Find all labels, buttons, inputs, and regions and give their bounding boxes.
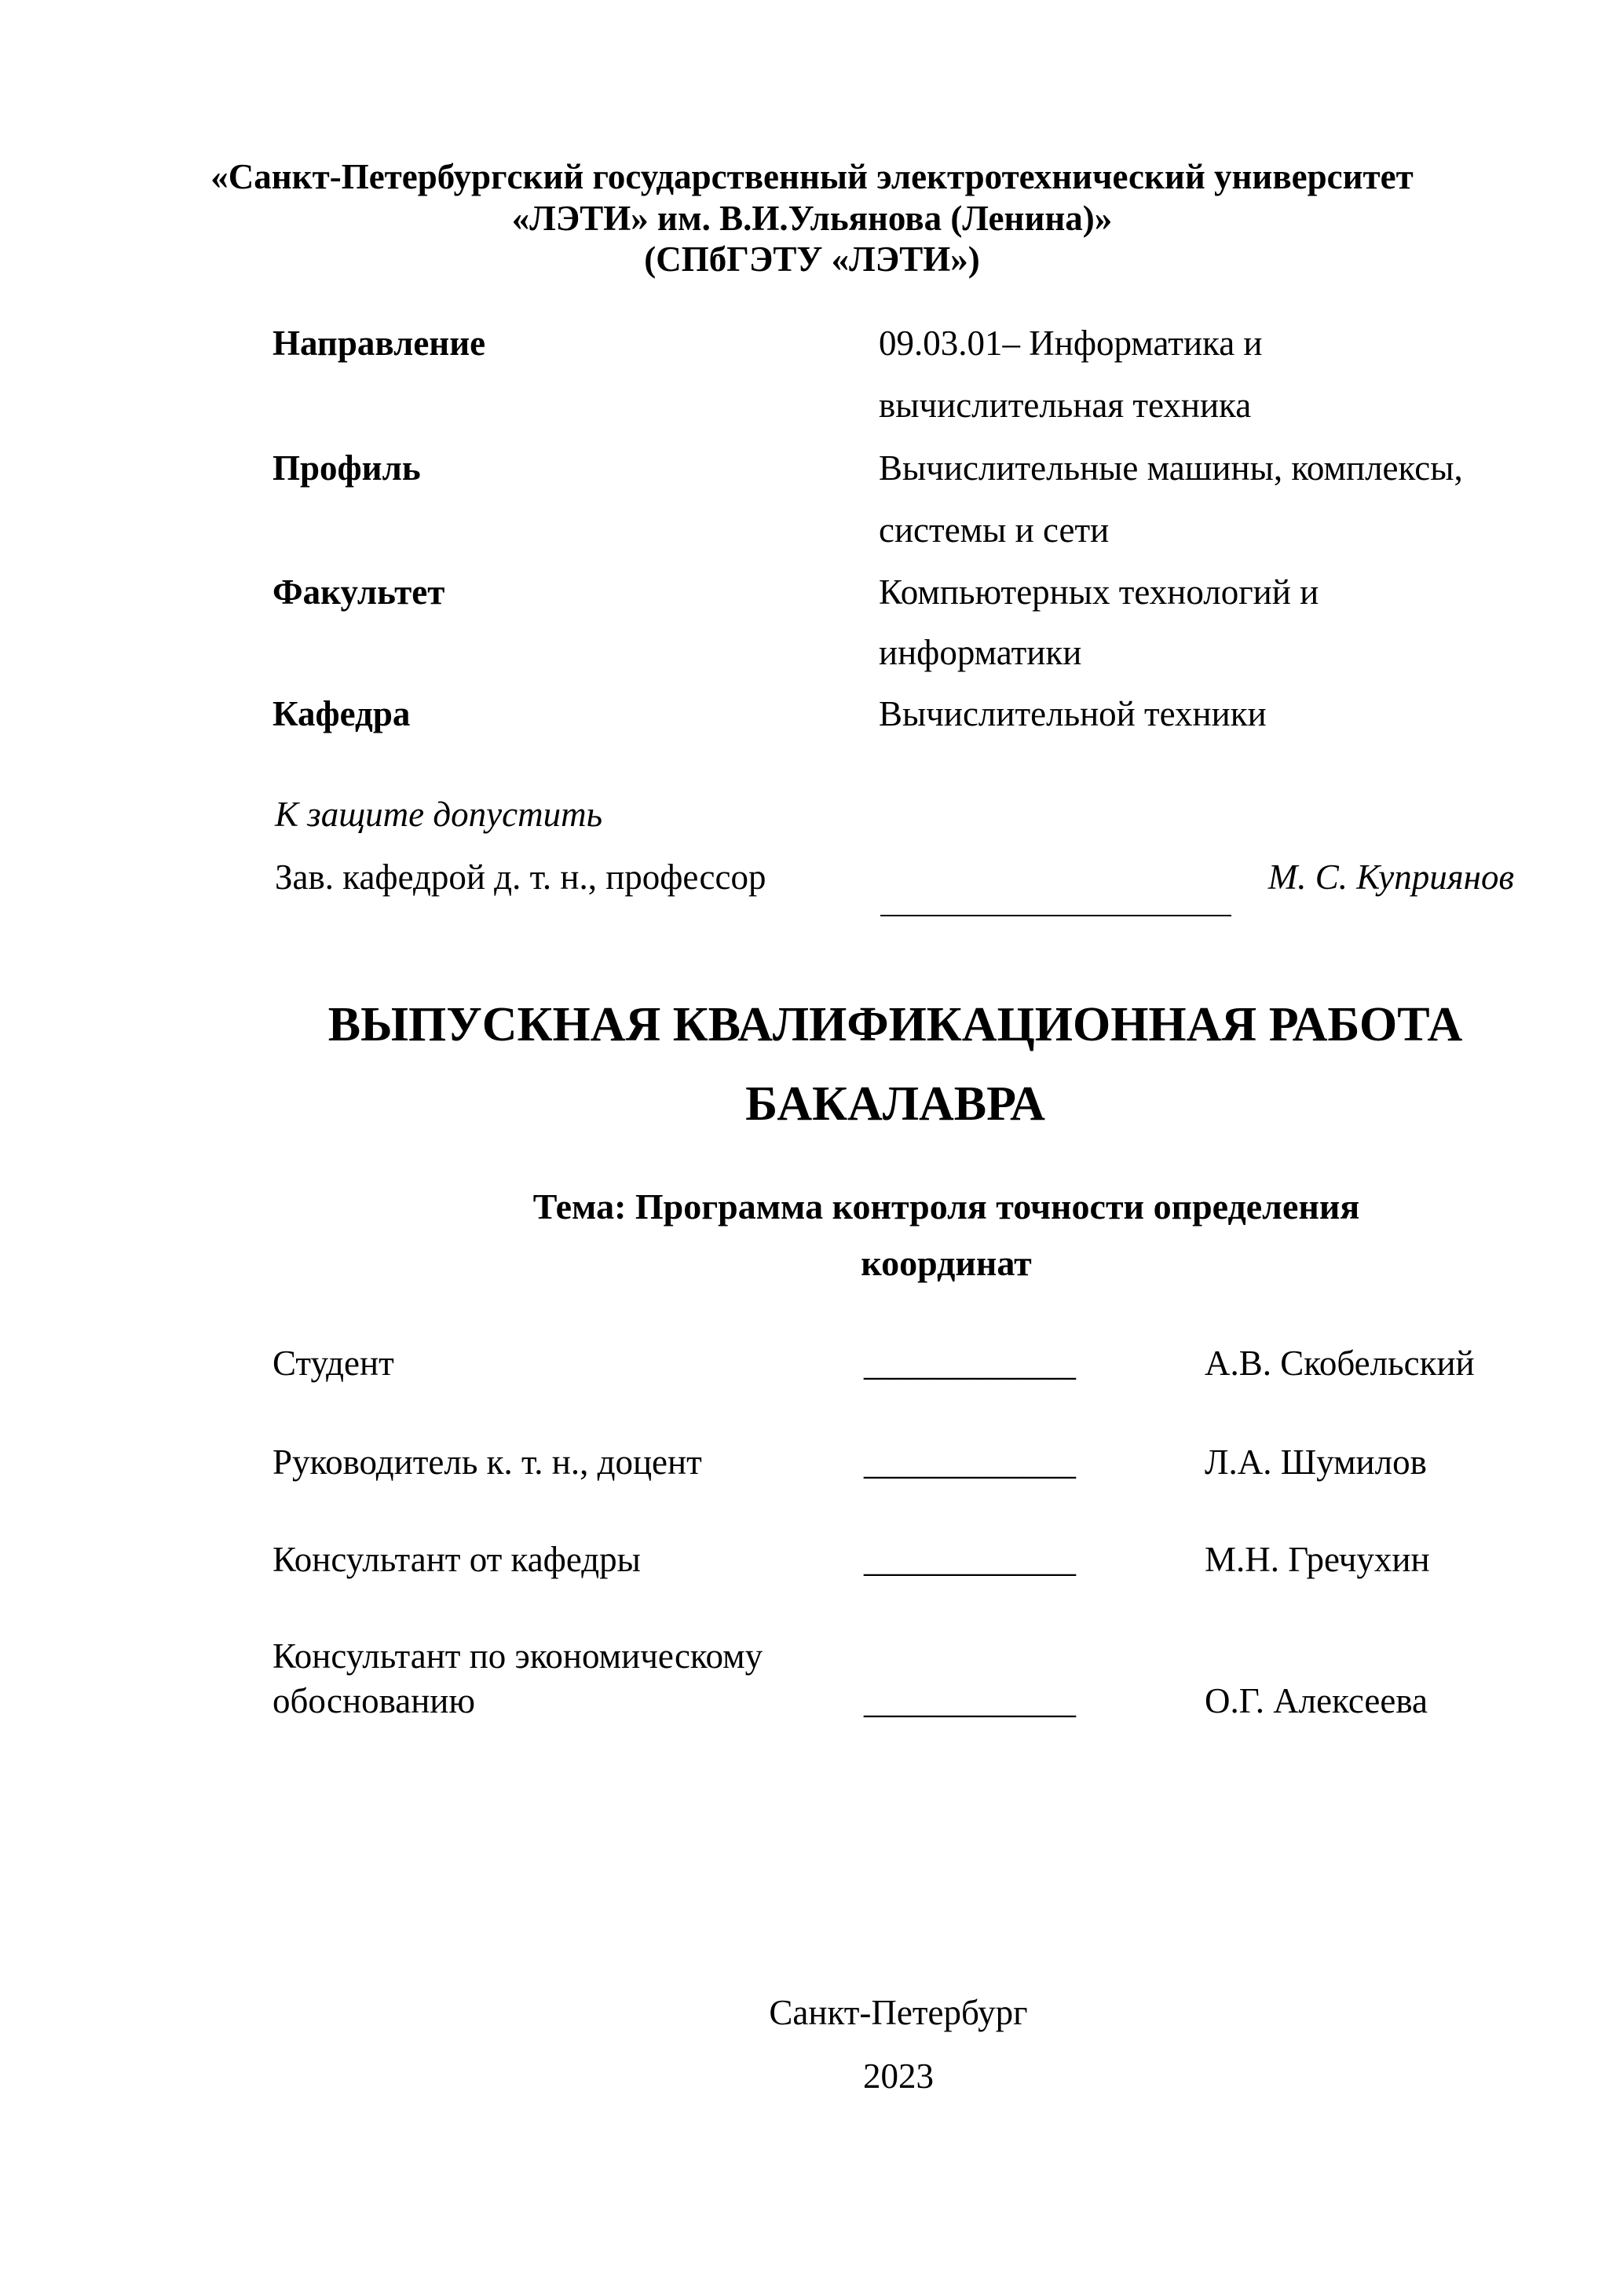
signature-blank: ____________ [864, 1540, 1076, 1579]
signature-role: Студент [272, 1344, 394, 1383]
value-faculty: Компьютерных технологий и [879, 572, 1319, 612]
title-line-1: ВЫПУСКНАЯ КВАЛИФИКАЦИОННАЯ РАБОТА [327, 998, 1463, 1051]
header-line-3: (СПбГЭТУ «ЛЭТИ») [644, 239, 980, 279]
footer-year: 2023 [863, 2057, 934, 2096]
signature-role: Консультант по экономическому [272, 1636, 763, 1676]
signature-role: Руководитель к. т. н., доцент [272, 1442, 702, 1482]
signature-blank: ____________ [864, 1344, 1076, 1383]
signature-name: М.Н. Гречухин [1205, 1540, 1430, 1579]
topic-line-2: координат [861, 1243, 1032, 1283]
signature-role-cont: обоснованию [272, 1681, 475, 1720]
value-direction: 09.03.01– Информатика и [879, 324, 1263, 363]
label-department: Кафедра [272, 694, 411, 733]
signature-blank: ____________ [864, 1681, 1076, 1720]
footer-city: Санкт-Петербург [769, 1993, 1028, 2032]
label-direction: Направление [272, 324, 486, 363]
approval-name: М. С. Куприянов [1267, 857, 1514, 897]
value-profile: Вычислительные машины, комплексы, [879, 448, 1463, 488]
signature-role: Консультант от кафедры [272, 1540, 641, 1579]
signature-name: Л.А. Шумилов [1205, 1442, 1427, 1482]
header-line-2: «ЛЭТИ» им. В.И.Ульянова (Ленина)» [511, 199, 1113, 238]
value-direction-cont: вычислительная техника [879, 386, 1252, 425]
topic-line-1: Тема: Программа контроля точности определения [532, 1186, 1360, 1227]
label-profile: Профиль [272, 448, 421, 488]
title-line-2: БАКАЛАВРА [745, 1077, 1045, 1131]
value-department: Вычислительной техники [879, 694, 1267, 733]
approval-signature-line [880, 915, 1231, 916]
signature-blank: ____________ [864, 1442, 1076, 1482]
approval-caption: К защите допустить [275, 795, 603, 834]
signature-name: О.Г. Алексеева [1205, 1681, 1428, 1720]
approval-role: Зав. кафедрой д. т. н., профессор [275, 857, 766, 897]
label-faculty: Факультет [272, 572, 445, 612]
header-line-1: «Санкт-Петербургский государственный электротехнический университет [210, 157, 1414, 196]
signature-name: А.В. Скобельский [1205, 1344, 1475, 1383]
value-faculty-cont: информатики [879, 633, 1082, 672]
value-profile-cont: системы и сети [879, 510, 1110, 550]
